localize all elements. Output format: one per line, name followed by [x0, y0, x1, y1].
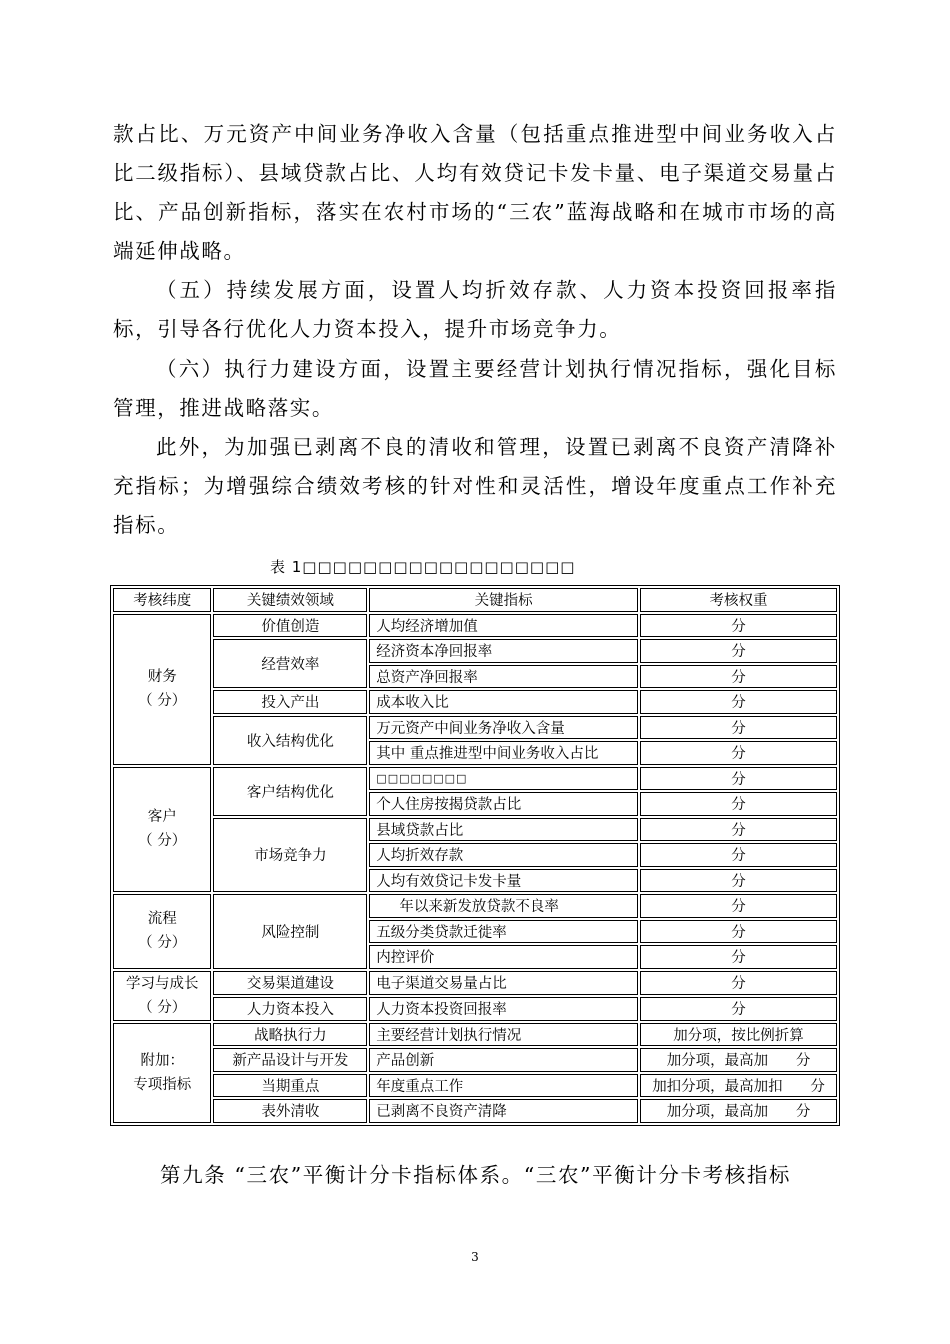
paragraph-4: 此外，为加强已剥离不良的清收和管理，设置已剥离不良资产清降补充指标；为增强综合绩效考核的针对性和灵活性，增设年度重点工作补充指标。 — [113, 435, 837, 537]
table-row — [113, 894, 837, 918]
weight-cell: 分 — [640, 997, 837, 1021]
area-cell: 交易渠道建设 — [213, 971, 367, 995]
area-cell: 投入产出 — [213, 690, 367, 714]
area-cell: 表外清收 — [213, 1099, 367, 1123]
area-cell: 人力资本投入 — [213, 997, 367, 1021]
dim-process: 流程 （ 分） — [113, 894, 211, 969]
table-row — [113, 639, 837, 663]
table-row — [113, 716, 837, 740]
weight-cell: 分 — [640, 716, 837, 740]
weight-cell: 分 — [640, 843, 837, 867]
indicator-cell: 五级分类贷款迁徙率 — [369, 920, 638, 944]
weight-cell: 分 — [640, 639, 837, 663]
weight-cell: 加分项，按比例折算 — [640, 1023, 837, 1047]
weight-cell: 加分项，最高加 分 — [640, 1048, 837, 1072]
weight-cell: 分 — [640, 971, 837, 995]
weight-cell: 分 — [640, 869, 837, 893]
indicator-cell: □□□□□□□□ — [369, 767, 638, 791]
indicator-cell: 年度重点工作 — [369, 1074, 638, 1098]
paragraph-1: 款占比、万元资产中间业务净收入含量（包括重点推进型中间业务收入占比二级指标）、县域贷款占比、人均有效贷记卡发卡量、电子渠道交易量占比、产品创新指标，落实在农村市场的“三农”蓝海战略和在城市市场的高端延伸战略。 — [113, 122, 837, 263]
indicator-cell: 主要经营计划执行情况 — [369, 1023, 638, 1047]
table-caption: 表 1□□□□□□□□□□□□□□□□□□ — [270, 558, 576, 576]
table-row — [113, 690, 837, 714]
indicator-cell: 人力资本投资回报率 — [369, 997, 638, 1021]
table-header-row — [113, 588, 837, 612]
table-row — [113, 997, 837, 1021]
indicator-cell: 人均折效存款 — [369, 843, 638, 867]
area-cell: 价值创造 — [213, 614, 367, 638]
body-text-2 — [113, 271, 837, 349]
dim-learning: 学习与成长 （ 分） — [113, 971, 211, 1021]
weight-cell: 加扣分项，最高加扣 分 — [640, 1074, 837, 1098]
area-cell: 新产品设计与开发 — [213, 1048, 367, 1072]
header-weight: 考核权重 — [640, 588, 837, 612]
table-row — [113, 614, 837, 638]
table-row — [113, 1099, 837, 1123]
table-row — [113, 971, 837, 995]
weight-cell: 分 — [640, 945, 837, 969]
indicator-cell: 县域贷款占比 — [369, 818, 638, 842]
header-dimension: 考核纬度 — [113, 588, 211, 612]
weight-cell: 加分项，最高加 分 — [640, 1099, 837, 1123]
body-text-4 — [113, 428, 837, 545]
indicator-cell: 电子渠道交易量占比 — [369, 971, 638, 995]
paragraph-2: （五）持续发展方面，设置人均折效存款、人力资本投资回报率指标，引导各行优化人力资本投入，提升市场竞争力。 — [113, 278, 837, 341]
weight-cell: 分 — [640, 767, 837, 791]
page-number: 3 — [471, 1250, 479, 1264]
weight-cell: 分 — [640, 818, 837, 842]
header-area: 关键绩效领域 — [213, 588, 367, 612]
weight-cell: 分 — [640, 665, 837, 689]
dim-extra: 附加： 专项指标 — [113, 1023, 211, 1123]
body-text — [113, 115, 837, 271]
article-nine-line: 第九条 “三农”平衡计分卡指标体系。“三农”平衡计分卡考核指标 — [160, 1163, 792, 1187]
body-text-3 — [113, 350, 837, 428]
indicator-cell: 经济资本净回报率 — [369, 639, 638, 663]
weight-cell: 分 — [640, 690, 837, 714]
indicator-cell: 内控评价 — [369, 945, 638, 969]
table-row — [113, 818, 837, 842]
indicator-table — [110, 585, 840, 1126]
weight-cell: 分 — [640, 792, 837, 816]
indicator-cell: 产品创新 — [369, 1048, 638, 1072]
header-indicator: 关键指标 — [369, 588, 638, 612]
paragraph-3: （六）执行力建设方面，设置主要经营计划执行情况指标，强化目标管理，推进战略落实。 — [113, 357, 837, 420]
indicator-cell: 成本收入比 — [369, 690, 638, 714]
dim-finance: 财务 （ 分） — [113, 614, 211, 765]
weight-cell: 分 — [640, 920, 837, 944]
area-cell: 风险控制 — [213, 894, 367, 969]
indicator-cell: 个人住房按揭贷款占比 — [369, 792, 638, 816]
area-cell: 收入结构优化 — [213, 716, 367, 765]
indicator-cell: 万元资产中间业务净收入含量 — [369, 716, 638, 740]
area-cell: 客户结构优化 — [213, 767, 367, 816]
table-row — [113, 767, 837, 791]
area-cell: 当期重点 — [213, 1074, 367, 1098]
table-row — [113, 1048, 837, 1072]
area-cell: 经营效率 — [213, 639, 367, 688]
area-cell: 战略执行力 — [213, 1023, 367, 1047]
indicator-cell: 总资产净回报率 — [369, 665, 638, 689]
weight-cell: 分 — [640, 614, 837, 638]
indicator-cell: 人均有效贷记卡发卡量 — [369, 869, 638, 893]
dim-customer: 客户 （ 分） — [113, 767, 211, 893]
area-cell: 市场竞争力 — [213, 818, 367, 893]
indicator-cell: 已剥离不良资产清降 — [369, 1099, 638, 1123]
indicator-cell: 年以来新发放贷款不良率 — [369, 894, 638, 918]
weight-cell: 分 — [640, 741, 837, 765]
indicator-cell: 人均经济增加值 — [369, 614, 638, 638]
table-row — [113, 1023, 837, 1047]
table-row — [113, 1074, 837, 1098]
weight-cell: 分 — [640, 894, 837, 918]
indicator-cell: 其中 重点推进型中间业务收入占比 — [369, 741, 638, 765]
